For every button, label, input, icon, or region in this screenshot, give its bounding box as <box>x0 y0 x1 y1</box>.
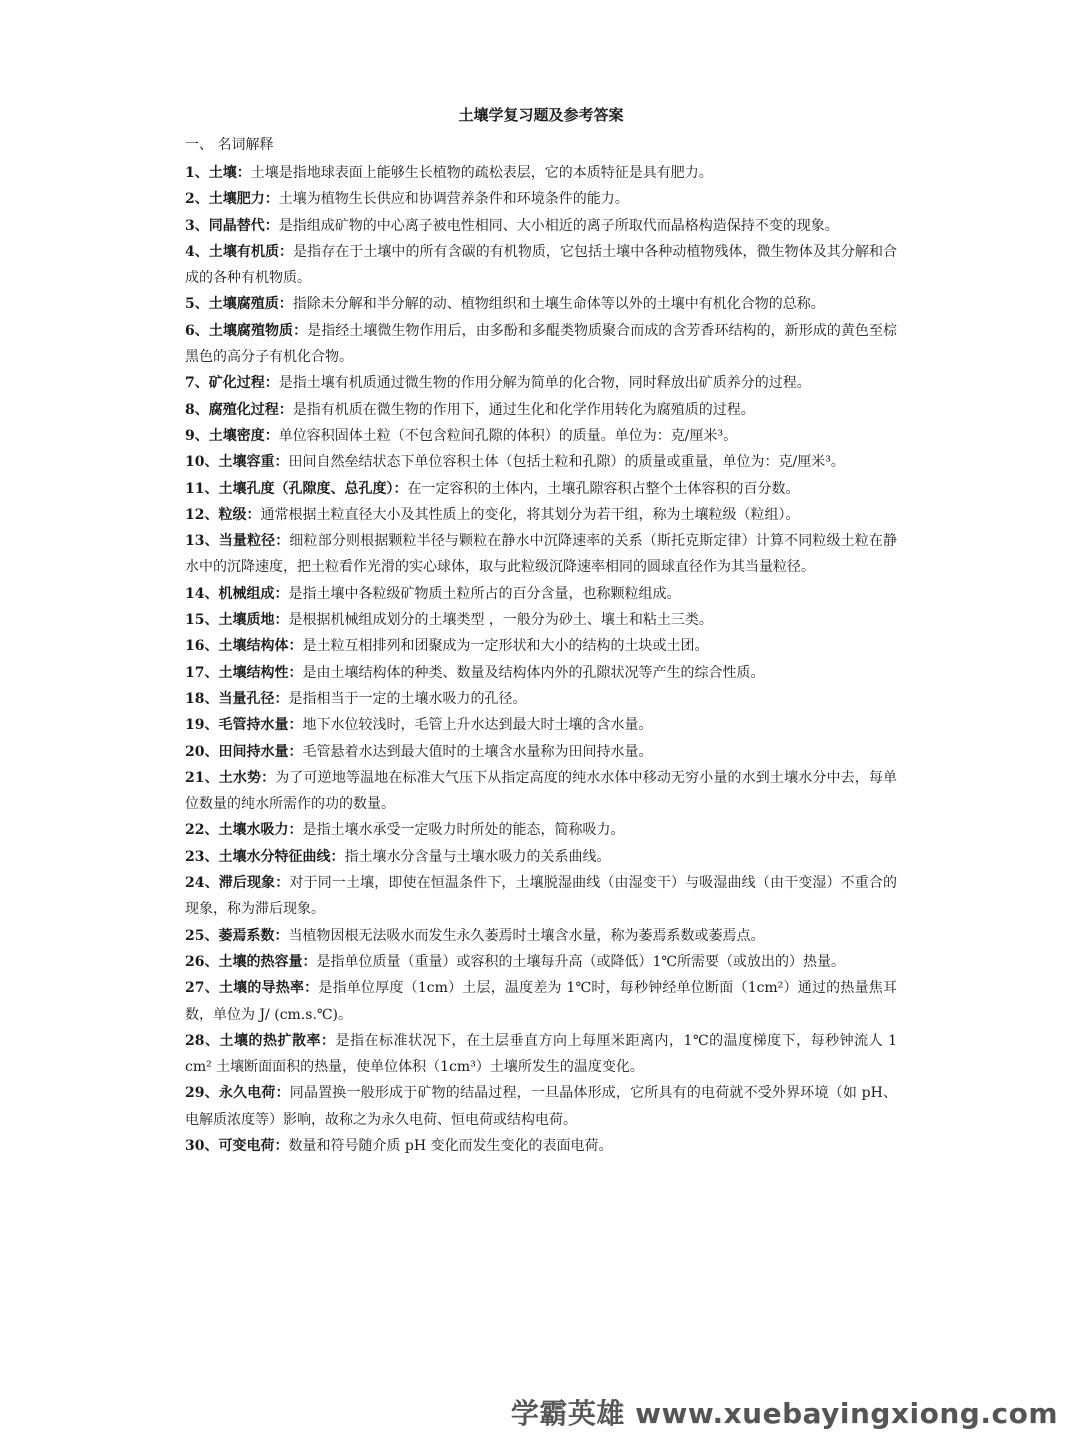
definition-term: 26、土壤的热容量： <box>185 953 317 970</box>
definition-entry <box>185 1133 897 1159</box>
definition-text: 土壤为植物生长供应和协调营养条件和环境条件的能力。 <box>278 191 629 208</box>
definition-text: 毛管悬着水达到最大值时的土壤含水量称为田间持水量。 <box>302 743 653 760</box>
definition-text: 是由土壤结构体的种类、数量及结构体内外的孔隙状况等产生的综合性质。 <box>302 664 765 681</box>
definition-term: 8、腐殖化过程： <box>185 401 293 418</box>
definition-entry <box>185 476 897 502</box>
definition-text: 细粒部分则根据颗粒半径与颗粒在静水中沉降速率的关系（斯托克斯定律）计算不同粒级土粒在静水中的沉降速度，把土粒看作光滑的实心球体，取与此粒级沉降速率相同的圆球直径作为其当量粒径。 <box>185 533 898 576</box>
definition-entry <box>185 765 897 818</box>
definition-text: 是指组成矿物的中心离子被电性相同、大小相近的离子所取代而晶格构造保持不变的现象。 <box>278 217 839 234</box>
definition-entry <box>185 817 897 843</box>
definition-entry <box>185 370 897 396</box>
definition-term: 15、土壤质地： <box>185 612 289 629</box>
definition-text: 是指土壤有机质通过微生物的作用分解为简单的化合物，同时释放出矿质养分的过程。 <box>278 375 811 392</box>
definition-entry <box>185 686 897 712</box>
definition-text: 为了可逆地等温地在标准大气压下从指定高度的纯水水体中移动无穷小量的水到土壤水分中去，每单位数量的纯水所需作的功的数量。 <box>185 769 897 813</box>
document-page <box>185 100 897 1159</box>
definition-text: 是指单位质量（重量）或容积的土壤每升高（或降低）1℃所需要（或放出的）热量。 <box>316 953 846 970</box>
definition-list <box>185 160 897 1159</box>
definition-text: 在一定容积的土体内，土壤孔隙容积占整个土体容积的百分数。 <box>407 480 800 497</box>
definition-entry <box>185 633 897 659</box>
definition-term: 14、机械组成： <box>185 585 289 602</box>
definition-term: 3、同晶替代： <box>185 217 279 234</box>
definition-text: 地下水位较浅时，毛管上升水达到最大时土壤的含水量。 <box>302 717 653 734</box>
definition-entry <box>185 397 897 423</box>
site-watermark: 学霸英雄 www.xuebayingxiong.com <box>510 1397 1058 1430</box>
definition-entry <box>185 607 897 633</box>
definition-term: 28、土壤的热扩散率： <box>185 1032 336 1049</box>
definition-entry <box>185 581 897 607</box>
definition-text: 是指在标准状况下，在土层垂直方向上每厘米距离内，1℃的温度梯度下，每秒钟流人 1 cm² 土壤断面面积的热量，使单位体积（1cm³）土壤所发生的温度变化。 <box>185 1032 897 1076</box>
definition-text: 是指单位厚度（1cm）土层，温度差为 1℃时，每秒钟经单位断面（1cm²）通过的热量焦耳数，单位为 J/ (cm.s.℃)。 <box>185 980 897 1023</box>
definition-text: 是指存在于土壤中的所有含碳的有机物质，它包括土壤中各种动植物残体，微生物体及其分解和合成的各种有机物质。 <box>185 243 897 287</box>
section-heading: 一、 名词解释 <box>185 137 274 153</box>
document-title: 土壤学复习题及参考答案 <box>458 106 624 124</box>
definition-entry <box>185 213 897 239</box>
definition-term: 21、土水势： <box>185 769 276 786</box>
definition-text: 是根据机械组成划分的土壤类型 ，一般分为砂土、壤土和粘土三类。 <box>288 612 713 629</box>
definition-term: 30、可变电荷： <box>185 1137 289 1154</box>
definition-text: 指土壤水分含量与土壤水吸力的关系曲线。 <box>344 848 611 865</box>
definition-entry <box>185 291 897 317</box>
definition-entry <box>185 923 897 949</box>
definition-entry <box>185 318 897 371</box>
definition-entry <box>185 844 897 870</box>
definition-entry <box>185 1080 897 1133</box>
definition-entry <box>185 1028 897 1081</box>
definition-text: 是指土壤水承受一定吸力时所处的能态，简称吸力。 <box>302 822 625 839</box>
definition-text: 数量和符号随介质 pH 变化而发生变化的表面电荷。 <box>288 1137 613 1154</box>
definition-term: 11、土壤孔度（孔隙度、总孔度）： <box>185 480 408 497</box>
definition-entry <box>185 186 897 212</box>
definition-entry <box>185 528 897 581</box>
definition-entry <box>185 739 897 765</box>
definition-text: 指除未分解和半分解的动、植物组织和土壤生命体等以外的土壤中有机化合物的总称。 <box>292 296 825 313</box>
definition-term: 4、土壤有机质： <box>185 243 294 260</box>
definition-text: 是指相当于一定的土壤水吸力的孔径。 <box>288 690 527 707</box>
definition-term: 29、永久电荷： <box>185 1085 290 1102</box>
definition-term: 16、土壤结构体： <box>185 638 303 655</box>
definition-term: 17、土壤结构性： <box>185 664 303 681</box>
definition-text: 对于同一土壤，即使在恒温条件下，土壤脱湿曲线（由湿变干）与吸湿曲线（由干变湿）不重合的现象，称为滞后现象。 <box>185 875 898 918</box>
definition-text: 土壤是指地球表面上能够生长植物的疏松表层，它的本质特征是具有肥力。 <box>250 165 713 181</box>
definition-term: 13、当量粒径： <box>185 533 290 550</box>
definition-term: 25、萎焉系数： <box>185 927 289 944</box>
definition-term: 19、毛管持水量： <box>185 717 303 734</box>
definition-term: 24、滞后现象： <box>185 875 290 892</box>
definition-text: 是指有机质在微生物的作用下，通过生化和化学作用转化为腐殖质的过程。 <box>292 401 755 418</box>
definition-term: 20、田间持水量： <box>185 743 303 760</box>
definition-term: 22、土壤水吸力： <box>185 822 303 839</box>
definition-entry <box>185 502 897 528</box>
definition-text: 同晶置换一般形成于矿物的结晶过程，一旦晶体形成，它所具有的电荷就不受外界环境（如 pH、电解质浓度等）影响，故称之为永久电荷、恒电荷或结构电荷。 <box>185 1085 898 1128</box>
definition-text: 是指土壤中各粒级矿物质土粒所占的百分含量，也称颗粒组成。 <box>288 585 681 602</box>
definition-term: 2、土壤肥力： <box>185 191 279 208</box>
definition-text: 单位容积固体土粒（不包含粒间孔隙的体积）的质量。单位为：克/厘米³。 <box>278 427 738 444</box>
definition-text: 是指经土壤微生物作用后，由多酚和多醌类物质聚合而成的含芳香环结构的，新形成的黄色至棕黑色的高分子有机化合物。 <box>185 322 897 366</box>
definition-term: 27、土壤的导热率： <box>185 980 319 997</box>
definition-term: 18、当量孔径： <box>185 690 289 707</box>
definition-term: 12、粒级： <box>185 506 261 523</box>
definition-entry <box>185 449 897 475</box>
definition-entry <box>185 160 897 186</box>
definition-entry <box>185 870 897 923</box>
definition-text: 田间自然垒结状态下单位容积土体（包括土粒和孔隙）的质量或重量，单位为：克/厘米³。 <box>288 454 845 471</box>
definition-entry <box>185 975 897 1028</box>
definition-term: 6、土壤腐殖物质： <box>185 322 308 339</box>
definition-text: 当植物因根无法吸水而发生永久萎焉时土壤含水量，称为萎焉系数或萎焉点。 <box>288 927 765 944</box>
definition-term: 9、土壤密度： <box>185 427 279 444</box>
definition-entry <box>185 239 897 292</box>
definition-term: 5、土壤腐殖质： <box>185 296 293 313</box>
definition-term: 1、土壤： <box>185 165 251 181</box>
definition-term: 7、矿化过程： <box>185 375 279 392</box>
definition-entry <box>185 712 897 738</box>
definition-entry <box>185 949 897 975</box>
definition-entry <box>185 660 897 686</box>
definition-text: 是土粒互相排列和团聚成为一定形状和大小的结构的土块或土团。 <box>302 638 709 655</box>
definition-term: 10、土壤容重： <box>185 454 289 471</box>
definition-text: 通常根据土粒直径大小及其性质上的变化，将其划分为若干组，称为土壤粒级（粒组）。 <box>260 506 800 523</box>
definition-term: 23、土壤水分特征曲线： <box>185 848 345 865</box>
definition-entry <box>185 423 897 449</box>
